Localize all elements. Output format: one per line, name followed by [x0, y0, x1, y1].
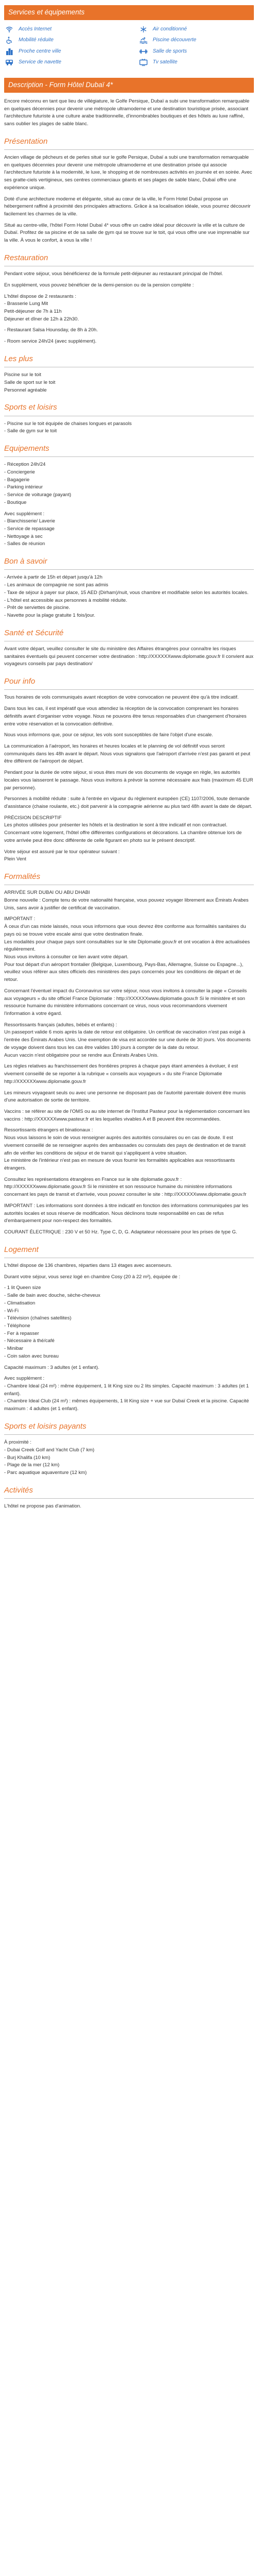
section-title: Equipements — [4, 444, 50, 453]
service-label: Air conditionné — [153, 26, 187, 32]
wifi-icon — [5, 26, 13, 33]
section-title: Sports et loisirs — [4, 403, 57, 412]
section-paragraph: Tous horaires de vols communiqués avant réception de votre convocation ne peuvent être qu'à titre indicatif. — [4, 694, 239, 701]
section-paragraph: Consultez les représentations étrangères en France sur le site diplomatie.gouv.fr : http://XXXXXXwww.diplomatie.gouv.fr Si le ministère et son ressource humaine du ministère informations concernant les pays de transit et d'arrivée, vous pouvez consulter le site : http://XXXXXXwww.diplomatie.gouv.fr — [4, 1176, 247, 1198]
section-paragraph: Durant votre séjour, vous serez logé en chambre Cosy (20 à 22 m²), équipée de : — [4, 1274, 181, 1280]
service-item — [5, 36, 119, 44]
description-header: Description - Form Hôtel Dubaï 4* — [4, 78, 254, 93]
service-label: Tv satellite — [153, 59, 178, 65]
section-paragraph: - Room service 24h/24 (avec supplément). — [4, 338, 96, 345]
service-label: Piscine découverte — [153, 37, 197, 43]
section-title: Pour info — [4, 677, 36, 686]
section-paragraph: Ressortissants étrangers et binationaux : Nous vous laissons le soin de vous renseigner auprès des autorités consulaires ou en cas de doute. Il est vivement conseillé de se renseigner auprès des ambassades ou consulats des pays de destination et de transit afin de vérifier les conditions de séjour et de transit qui s'appliquent à votre situation. Le ministère de l'intérieur n'est pas en mesure de vous fournir les formalités applicables aux ressortissants étrangers. — [4, 1127, 246, 1171]
tv-icon — [139, 59, 148, 66]
section-title: Présentation — [4, 137, 48, 146]
service-label: Accès Internet — [19, 26, 52, 32]
sections — [4, 135, 254, 1511]
section-paragraph: L'hôtel ne propose pas d'animation. — [4, 1503, 82, 1509]
section-paragraph: Situé au centre-ville, l'hôtel Form Hotel Dubaï 4* vous offre un cadre idéal pour découvrir la ville et la culture de Dubaï. Profitez de sa piscine et de sa salle de gym qui se trouve sur le toit, qui vous offre une vue imprenable sur la ville. À vous le confort, à vous la ville ! — [4, 222, 250, 244]
service-item — [139, 58, 253, 66]
section-paragraph: L'hôtel dispose de 136 chambres, réparties dans 13 étages avec ascenseurs. — [4, 1262, 172, 1268]
section-divider — [4, 1498, 254, 1499]
section-divider — [4, 149, 254, 150]
section-paragraph: Avec supplément : - Blanchisserie/ Laverie - Service de repassage - Nettoyage à sec - Salles de réunion — [4, 511, 55, 547]
section-paragraph: La communication à l'aéroport, les horaires et heures locales et le planning de vol définitif vous seront communiqués dans les 48h avant le départ. Nous vous signalons que l'aéroport d'arrivée n'est pas garanti et peut être différent de l'aéroport de départ. — [4, 743, 251, 765]
section-paragraph: Piscine sur le toit Salle de sport sur le toit Personnel agréable — [4, 372, 56, 393]
services-header: Services et équipements — [4, 5, 254, 20]
shuttle-icon — [5, 59, 13, 66]
section-paragraph: - Piscine sur le toit équipée de chaises longues et parasols - Salle de gym sur le toit — [4, 420, 132, 434]
section-paragraph: Les mineurs voyageant seuls ou avec une personne ne disposant pas de l'autorité parentale doivent être munis d'une autorisation de sortie de territoire. — [4, 1090, 246, 1104]
section-paragraph: Vaccins : se référer au site de l'OMS ou au site internet de l'Institut Pasteur pour la réglementation concernant les vaccins : http://XXXXXXwww.pasteur.fr et les lequelles vivables A et B peuvent être recommandées. — [4, 1108, 250, 1122]
section-paragraph: PRÉCISION DESCRIPTIF Les photos utilisées pour présenter les hôtels et la destination le sont à titre indicatif et non contractuel. Concernant votre logement, l'hôtel offre différentes configurations et décorations. La chambre obtenue lors de votre arrivée peut être donc différente de celle figurant en photo sur le présent descriptif. — [4, 815, 242, 843]
service-label: Proche centre ville — [19, 48, 61, 54]
section-paragraph: Pendant votre séjour, vous bénéficierez de la formule petit-déjeuner au restaurant principal de l'hôtel. — [4, 271, 223, 277]
section-title: Sports et loisirs payants — [4, 1421, 87, 1431]
section-paragraph: En supplément, vous pouvez bénéficier de la demi-pension ou de la pension complète : — [4, 282, 194, 288]
service-item — [5, 58, 119, 66]
section-paragraph: Ancien village de pêcheurs et de perles situé sur le golfe Persique, Dubaï a subi une transformation remarquable en quelques décennies pour devenir une métropole ultramoderne et une destination prisée qui associe l'architecture futuriste à la modernité, le luxe, le shopping et de nombreuses activités en journée et en soirée. Avec ses gratte-ciels vertigineux, ses centres commerciaux géants et ses plages de sable blanc, Dubaï offre une expérience unique. — [4, 154, 252, 191]
section-title: Logement — [4, 1245, 39, 1254]
section-title: Activités — [4, 1485, 33, 1495]
section-paragraph: ARRIVÉE SUR DUBAI OU ABU DHABI Bonne nouvelle : Compte tenu de votre nationalité française, vous pouvez voyager librement aux Émirats Arabes Unis, sans avoir à justifier de certificat de vaccination. — [4, 890, 249, 911]
section-divider — [4, 569, 254, 570]
section-paragraph: COURANT ÉLECTRIQUE : 230 V et 50 Hz. Type C, D, G. Adaptateur nécessaire pour les prises de type G. — [4, 1229, 237, 1235]
section-paragraph: Avec supplément : - Chambre Ideal (24 m²) : même équipement, 1 lit King size ou 2 lits simples. Capacité maximum : 3 adultes (et 1 enfant). - Chambre Ideal Club (24 m²) : mêmes équipements, 1 lit King size + vue sur Dubaï Creek et la piscine. Capacité maximum : 4 adultes (et 1 enfant). — [4, 1376, 249, 1412]
service-label: Service de navette — [19, 59, 61, 65]
section-title: Les plus — [4, 354, 33, 363]
section-divider — [4, 456, 254, 457]
service-item — [5, 25, 119, 33]
section-paragraph: Avant votre départ, veuillez consulter le site du ministère des Affaires étrangères pour connaître les risques sanitaires éventuels qui peuvent concerner votre destination : http://XXXXXXwww.diplomatie.gouv.fr Il convient aux voyageurs conseils par pays destination/ — [4, 646, 254, 667]
section-paragraph: Pendant pour la durée de votre séjour, si vous êtes muni de vos documents de voyage en règle, les autorités locales vous laisseront le passage. Nous vous invitons à prévoir la somme nécessaire aux frais (maximum 45 EUR par personne). — [4, 770, 253, 791]
page — [0, 5, 258, 1520]
section-paragraph: - Réception 24h/24 - Conciergerie - Bagagerie - Parking intérieur - Service de voiturage (payant) - Boutique — [4, 462, 71, 505]
section-paragraph: - Arrivée à partir de 15h et départ jusqu'à 12h - Les animaux de compagnie ne sont pas admis - Taxe de séjour à payer sur place, 15 AED (Dirham)/nuit, vous chambre et modifiable selon les autorités locales. - L'hôtel est accessible aux personnes à mobilité réduite. - Prêt de serviettes de piscine. - Navette pour la plage gratuite 1 fois/jour. — [4, 574, 249, 618]
pool-icon — [139, 37, 148, 44]
city-icon — [5, 48, 13, 55]
section-paragraph: Votre séjour est assuré par le tour opérateur suivant : Plein Vent — [4, 849, 120, 862]
service-item — [139, 36, 253, 44]
section-title: Bon à savoir — [4, 557, 47, 566]
section-paragraph: Dans tous les cas, il est impératif que vous attendiez la réception de la convocation comprenant les horaires définitifs avant d'organiser votre voyage. Nous ne pouvons être tenus responsables d'un changement d'horaires entre votre réservation et la convocation définitive. — [4, 706, 247, 727]
snowflake-icon — [139, 26, 148, 33]
section-divider — [4, 1434, 254, 1435]
section-paragraph: IMPORTANT : Les informations sont données à titre indicatif en fonction des informations communiquées par les autorités locales et sous réserve de modification. Nous déclinons toute responsabilité en cas de refus d'embarquement pour non-respect des formalités. — [4, 1202, 249, 1224]
section-paragraph: Concernant l'éventuel impact du Coronavirus sur votre séjour, nous vous invitons à consulter la page « Conseils aux voyageurs » du site officiel France Diplomatie : http://XXXXXXwww.diplomatie.gouv.fr Si le ministère et son ressource humaine du ministère informations concernant ce virus, nous vous recommandons vivement l'information à votre égard. — [4, 988, 247, 1017]
service-item — [5, 47, 119, 56]
section-paragraph: - 1 lit Queen size - Salle de bain avec douche, sèche-cheveux - Climatisation - Wi-Fi - Télévision (chaînes satellites) - Téléphone - Fer à repasser - Nécessaire à thé/café - Minibar - Coin salon avec bureau — [4, 1285, 101, 1359]
section-paragraph: Ressortissants français (adultes, bébés et enfants) : Un passeport valide 6 mois après la date de retour est obligatoire. Un certificat de vaccination n'est pas exigé à l'entrée des Émirats Arabes Unis. Une exemption de visa est accordée sur une durée de 30 jours. Vos documents de voyage doivent dans tous les cas être valides 180 jours à compter de la date du retour. Aucun vaccin n'est obligatoire pour se rendre aux Émirats Arabes Unis. — [4, 1022, 251, 1058]
service-label: Salle de sports — [153, 48, 187, 54]
section-paragraph: Personnes à mobilité réduite : suite à l'entrée en vigueur du règlement européen (CE) 1107/2006, toute demande d'assistance (chaise roulante, etc.) doit parvenir à la compagnie aérienne au plus tard 48h avant la date de départ. — [4, 796, 252, 809]
service-label: Mobilité réduite — [19, 37, 54, 43]
services-grid — [4, 20, 254, 73]
service-item — [139, 47, 253, 56]
wheelchair-icon — [5, 37, 13, 44]
service-item — [139, 25, 253, 33]
intro-paragraph: Encore méconnu en tant que lieu de villégiature, le Golfe Persique, Dubaï a subi une transformation remarquable en quelques décennies pour devenir une métropole ultramoderne et une destination touristique prisée, associant l'architecture futuriste à une culture arabe traditionnelle, d'innombrables boutiques et des hôtels au luxe raffiné, sans oublier les plages de sable blanc. — [4, 98, 250, 127]
section-title: Restauration — [4, 253, 49, 262]
dumbbell-icon — [139, 48, 148, 55]
section-paragraph: - Restaurant Salsa Hounsday, de 8h à 20h. — [4, 327, 98, 333]
section-paragraph: L'hôtel dispose de 2 restaurants : - Brasserie Lung Mit Petit-déjeuner de 7h à 11h Déjeuner et dîner de 12h à 22h30. — [4, 293, 79, 322]
section-paragraph: Les règles relatives au franchissement des frontières propres à chaque pays étant amenées à évoluer, il est vivement conseillé de se reporter à la rubrique « conseils aux voyageurs » du site France Diplomatie http://XXXXXXwww.diplomatie.gouv.fr — [4, 1063, 238, 1084]
section-title: Santé et Sécurité — [4, 628, 64, 637]
section-paragraph: Nous vous informons que, pour ce séjour, les vols sont susceptibles de faire l'objet d'une escale. — [4, 732, 213, 738]
section-paragraph: À proximité : - Dubai Creek Golf and Yacht Club (7 km) - Burj Khalifa (10 km) - Plage de la mer (12 km) - Parc aquatique aquaventure (12 km) — [4, 1439, 94, 1476]
section-paragraph: Doté d'une architecture moderne et élégante, situé au cœur de la ville, le Form Hotel Dubaï propose un hébergement raffiné à proximité des principales attractions. Grâce à sa localisation idéale, vous pourrez découvrir facilement les charmes de la ville. — [4, 196, 251, 217]
section-divider — [4, 689, 254, 690]
section-title: Formalités — [4, 872, 41, 881]
section-paragraph: Capacité maximum : 3 adultes (et 1 enfant). — [4, 1364, 100, 1370]
section-paragraph: IMPORTANT : À ceux d'un cas mixte laissés, nous vous informons que vous devrez être conforme aux formalités sanitaires du pays où se trouve votre escale ainsi que votre destination finale. Les modalités pour chaque pays sont consultables sur le site Diplomatie.gouv.fr et ont vocation à être actualisées régulièrement. Nous vous invitons à consulter ce lien avant votre départ. Pour tout départ d'un aéroport frontalier (Belgique, Luxembourg, Pays-Bas, Allemagne, Suisse ou Espagne...), veuillez vous référer aux sites officiels des ministères des pays concernés pour les conditions de départ et de retour. — [4, 916, 250, 983]
